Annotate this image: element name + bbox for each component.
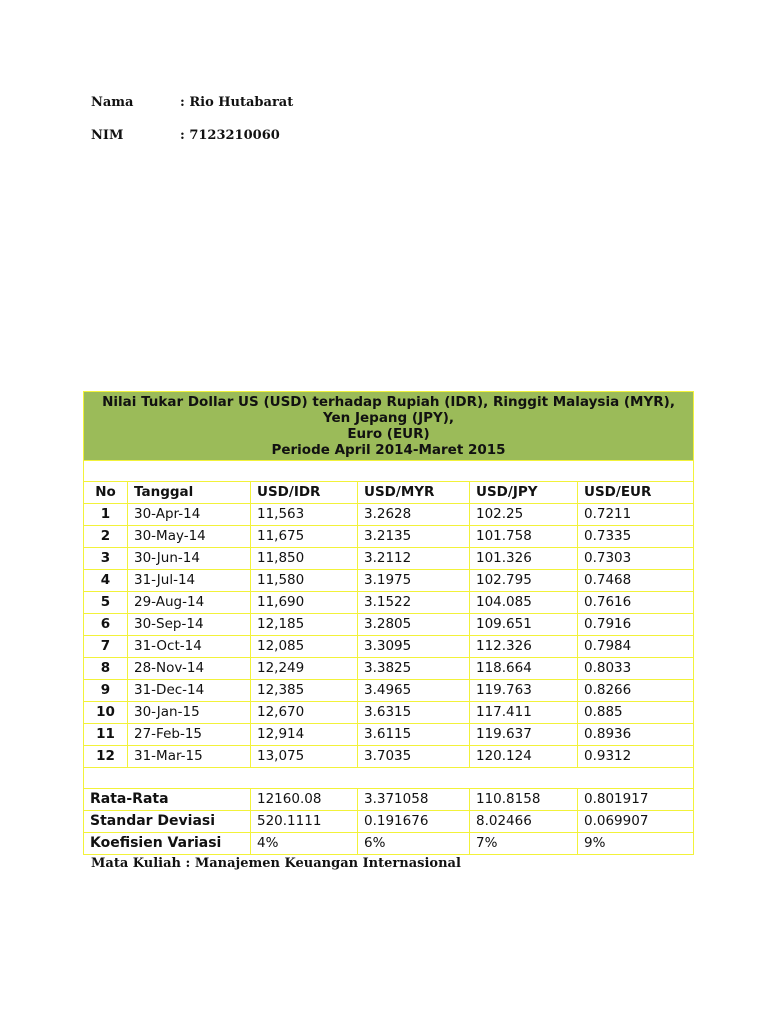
- summary-label: Koefisien Variasi: [84, 833, 251, 855]
- cell-usd-jpy: 112.326: [470, 636, 578, 658]
- cell-usd-eur: 0.7916: [578, 614, 694, 636]
- table-row: [84, 636, 694, 658]
- header-usd-idr: USD/IDR: [251, 482, 358, 504]
- header-usd-myr: USD/MYR: [358, 482, 470, 504]
- cell-usd-idr: 11,850: [251, 548, 358, 570]
- cell-no: 6: [84, 614, 128, 636]
- cell-no: 8: [84, 658, 128, 680]
- cell-usd-eur: 0.7468: [578, 570, 694, 592]
- summary-value-usd-idr: 12160.08: [251, 789, 358, 811]
- course-footer: Mata Kuliah : Manajemen Keuangan Internasional: [91, 856, 461, 871]
- table-row: [84, 614, 694, 636]
- cell-usd-jpy: 104.085: [470, 592, 578, 614]
- cell-tanggal: 30-Jan-15: [128, 702, 251, 724]
- cell-usd-eur: 0.7211: [578, 504, 694, 526]
- cell-usd-myr: 3.1522: [358, 592, 470, 614]
- cell-usd-eur: 0.8936: [578, 724, 694, 746]
- cell-usd-jpy: 101.326: [470, 548, 578, 570]
- cell-usd-jpy: 118.664: [470, 658, 578, 680]
- cell-usd-idr: 12,914: [251, 724, 358, 746]
- cell-no: 11: [84, 724, 128, 746]
- cell-usd-eur: 0.8266: [578, 680, 694, 702]
- table-row: [84, 702, 694, 724]
- cell-usd-myr: 3.2628: [358, 504, 470, 526]
- summary-value-usd-myr: 0.191676: [358, 811, 470, 833]
- cell-usd-jpy: 117.411: [470, 702, 578, 724]
- name-value: : Rio Hutabarat: [180, 95, 294, 110]
- cell-usd-eur: 0.7303: [578, 548, 694, 570]
- cell-tanggal: 28-Nov-14: [128, 658, 251, 680]
- cell-usd-jpy: 101.758: [470, 526, 578, 548]
- summary-row-standar-deviasi: [84, 811, 694, 833]
- cell-usd-myr: 3.6315: [358, 702, 470, 724]
- cell-usd-eur: 0.9312: [578, 746, 694, 768]
- cell-usd-idr: 11,563: [251, 504, 358, 526]
- cell-usd-idr: 11,580: [251, 570, 358, 592]
- cell-usd-eur: 0.8033: [578, 658, 694, 680]
- cell-tanggal: 27-Feb-15: [128, 724, 251, 746]
- table-row: [84, 570, 694, 592]
- summary-value-usd-eur: 9%: [578, 833, 694, 855]
- header-no: No: [84, 482, 128, 504]
- summary-value-usd-myr: 3.371058: [358, 789, 470, 811]
- cell-no: 3: [84, 548, 128, 570]
- summary-label: Standar Deviasi: [84, 811, 251, 833]
- exchange-rate-table: [83, 391, 694, 855]
- table-row: [84, 592, 694, 614]
- cell-tanggal: 30-Jun-14: [128, 548, 251, 570]
- cell-usd-myr: 3.7035: [358, 746, 470, 768]
- cell-usd-jpy: 120.124: [470, 746, 578, 768]
- table-title: [84, 392, 694, 461]
- cell-tanggal: 31-Dec-14: [128, 680, 251, 702]
- cell-tanggal: 30-May-14: [128, 526, 251, 548]
- summary-label: Rata-Rata: [84, 789, 251, 811]
- blank-row: [84, 461, 694, 482]
- cell-usd-eur: 0.7335: [578, 526, 694, 548]
- summary-value-usd-jpy: 8.02466: [470, 811, 578, 833]
- header-row: [84, 482, 694, 504]
- cell-usd-jpy: 119.763: [470, 680, 578, 702]
- summary-value-usd-jpy: 110.8158: [470, 789, 578, 811]
- cell-usd-idr: 12,670: [251, 702, 358, 724]
- summary-value-usd-eur: 0.801917: [578, 789, 694, 811]
- cell-usd-idr: 12,385: [251, 680, 358, 702]
- cell-no: 12: [84, 746, 128, 768]
- cell-usd-myr: 3.2112: [358, 548, 470, 570]
- cell-no: 7: [84, 636, 128, 658]
- cell-no: 10: [84, 702, 128, 724]
- cell-usd-myr: 3.6115: [358, 724, 470, 746]
- table-title-line-3: Euro (EUR): [347, 426, 430, 442]
- summary-value-usd-jpy: 7%: [470, 833, 578, 855]
- summary-value-usd-idr: 520.1111: [251, 811, 358, 833]
- cell-usd-idr: 12,185: [251, 614, 358, 636]
- cell-usd-myr: 3.2805: [358, 614, 470, 636]
- table-row: [84, 680, 694, 702]
- cell-usd-idr: 12,085: [251, 636, 358, 658]
- table-row: [84, 526, 694, 548]
- cell-usd-jpy: 109.651: [470, 614, 578, 636]
- cell-usd-eur: 0.7616: [578, 592, 694, 614]
- cell-no: 4: [84, 570, 128, 592]
- cell-usd-myr: 3.3825: [358, 658, 470, 680]
- cell-usd-myr: 3.2135: [358, 526, 470, 548]
- table-row: [84, 658, 694, 680]
- header-tanggal: Tanggal: [128, 482, 251, 504]
- cell-usd-jpy: 102.25: [470, 504, 578, 526]
- cell-usd-myr: 3.3095: [358, 636, 470, 658]
- summary-value-usd-myr: 6%: [358, 833, 470, 855]
- table-row: [84, 724, 694, 746]
- blank-row: [84, 768, 694, 789]
- cell-usd-idr: 12,249: [251, 658, 358, 680]
- cell-no: 9: [84, 680, 128, 702]
- cell-usd-idr: 11,675: [251, 526, 358, 548]
- cell-usd-myr: 3.1975: [358, 570, 470, 592]
- name-label: Nama: [91, 95, 134, 110]
- nim-value: : 7123210060: [180, 128, 280, 143]
- summary-value-usd-idr: 4%: [251, 833, 358, 855]
- cell-no: 5: [84, 592, 128, 614]
- cell-usd-idr: 11,690: [251, 592, 358, 614]
- cell-tanggal: 30-Apr-14: [128, 504, 251, 526]
- table-title-line-4: Periode April 2014-Maret 2015: [271, 442, 506, 458]
- table-title-row: [84, 392, 694, 461]
- summary-row-rata-rata: [84, 789, 694, 811]
- cell-tanggal: 29-Aug-14: [128, 592, 251, 614]
- table-row: [84, 548, 694, 570]
- table-title-line-1: Nilai Tukar Dollar US (USD) terhadap Rupiah (IDR), Ringgit Malaysia (MYR),: [102, 394, 675, 410]
- summary-value-usd-eur: 0.069907: [578, 811, 694, 833]
- cell-usd-myr: 3.4965: [358, 680, 470, 702]
- cell-no: 1: [84, 504, 128, 526]
- cell-usd-jpy: 119.637: [470, 724, 578, 746]
- cell-tanggal: 31-Jul-14: [128, 570, 251, 592]
- cell-usd-eur: 0.885: [578, 702, 694, 724]
- cell-tanggal: 31-Mar-15: [128, 746, 251, 768]
- cell-tanggal: 31-Oct-14: [128, 636, 251, 658]
- cell-usd-eur: 0.7984: [578, 636, 694, 658]
- header-usd-jpy: USD/JPY: [470, 482, 578, 504]
- header-usd-eur: USD/EUR: [578, 482, 694, 504]
- cell-usd-jpy: 102.795: [470, 570, 578, 592]
- cell-usd-idr: 13,075: [251, 746, 358, 768]
- cell-no: 2: [84, 526, 128, 548]
- nim-label: NIM: [91, 128, 124, 143]
- summary-row-koefisien-variasi: [84, 833, 694, 855]
- table-row: [84, 746, 694, 768]
- table-row: [84, 504, 694, 526]
- cell-tanggal: 30-Sep-14: [128, 614, 251, 636]
- table-title-line-2: Yen Jepang (JPY),: [322, 410, 455, 426]
